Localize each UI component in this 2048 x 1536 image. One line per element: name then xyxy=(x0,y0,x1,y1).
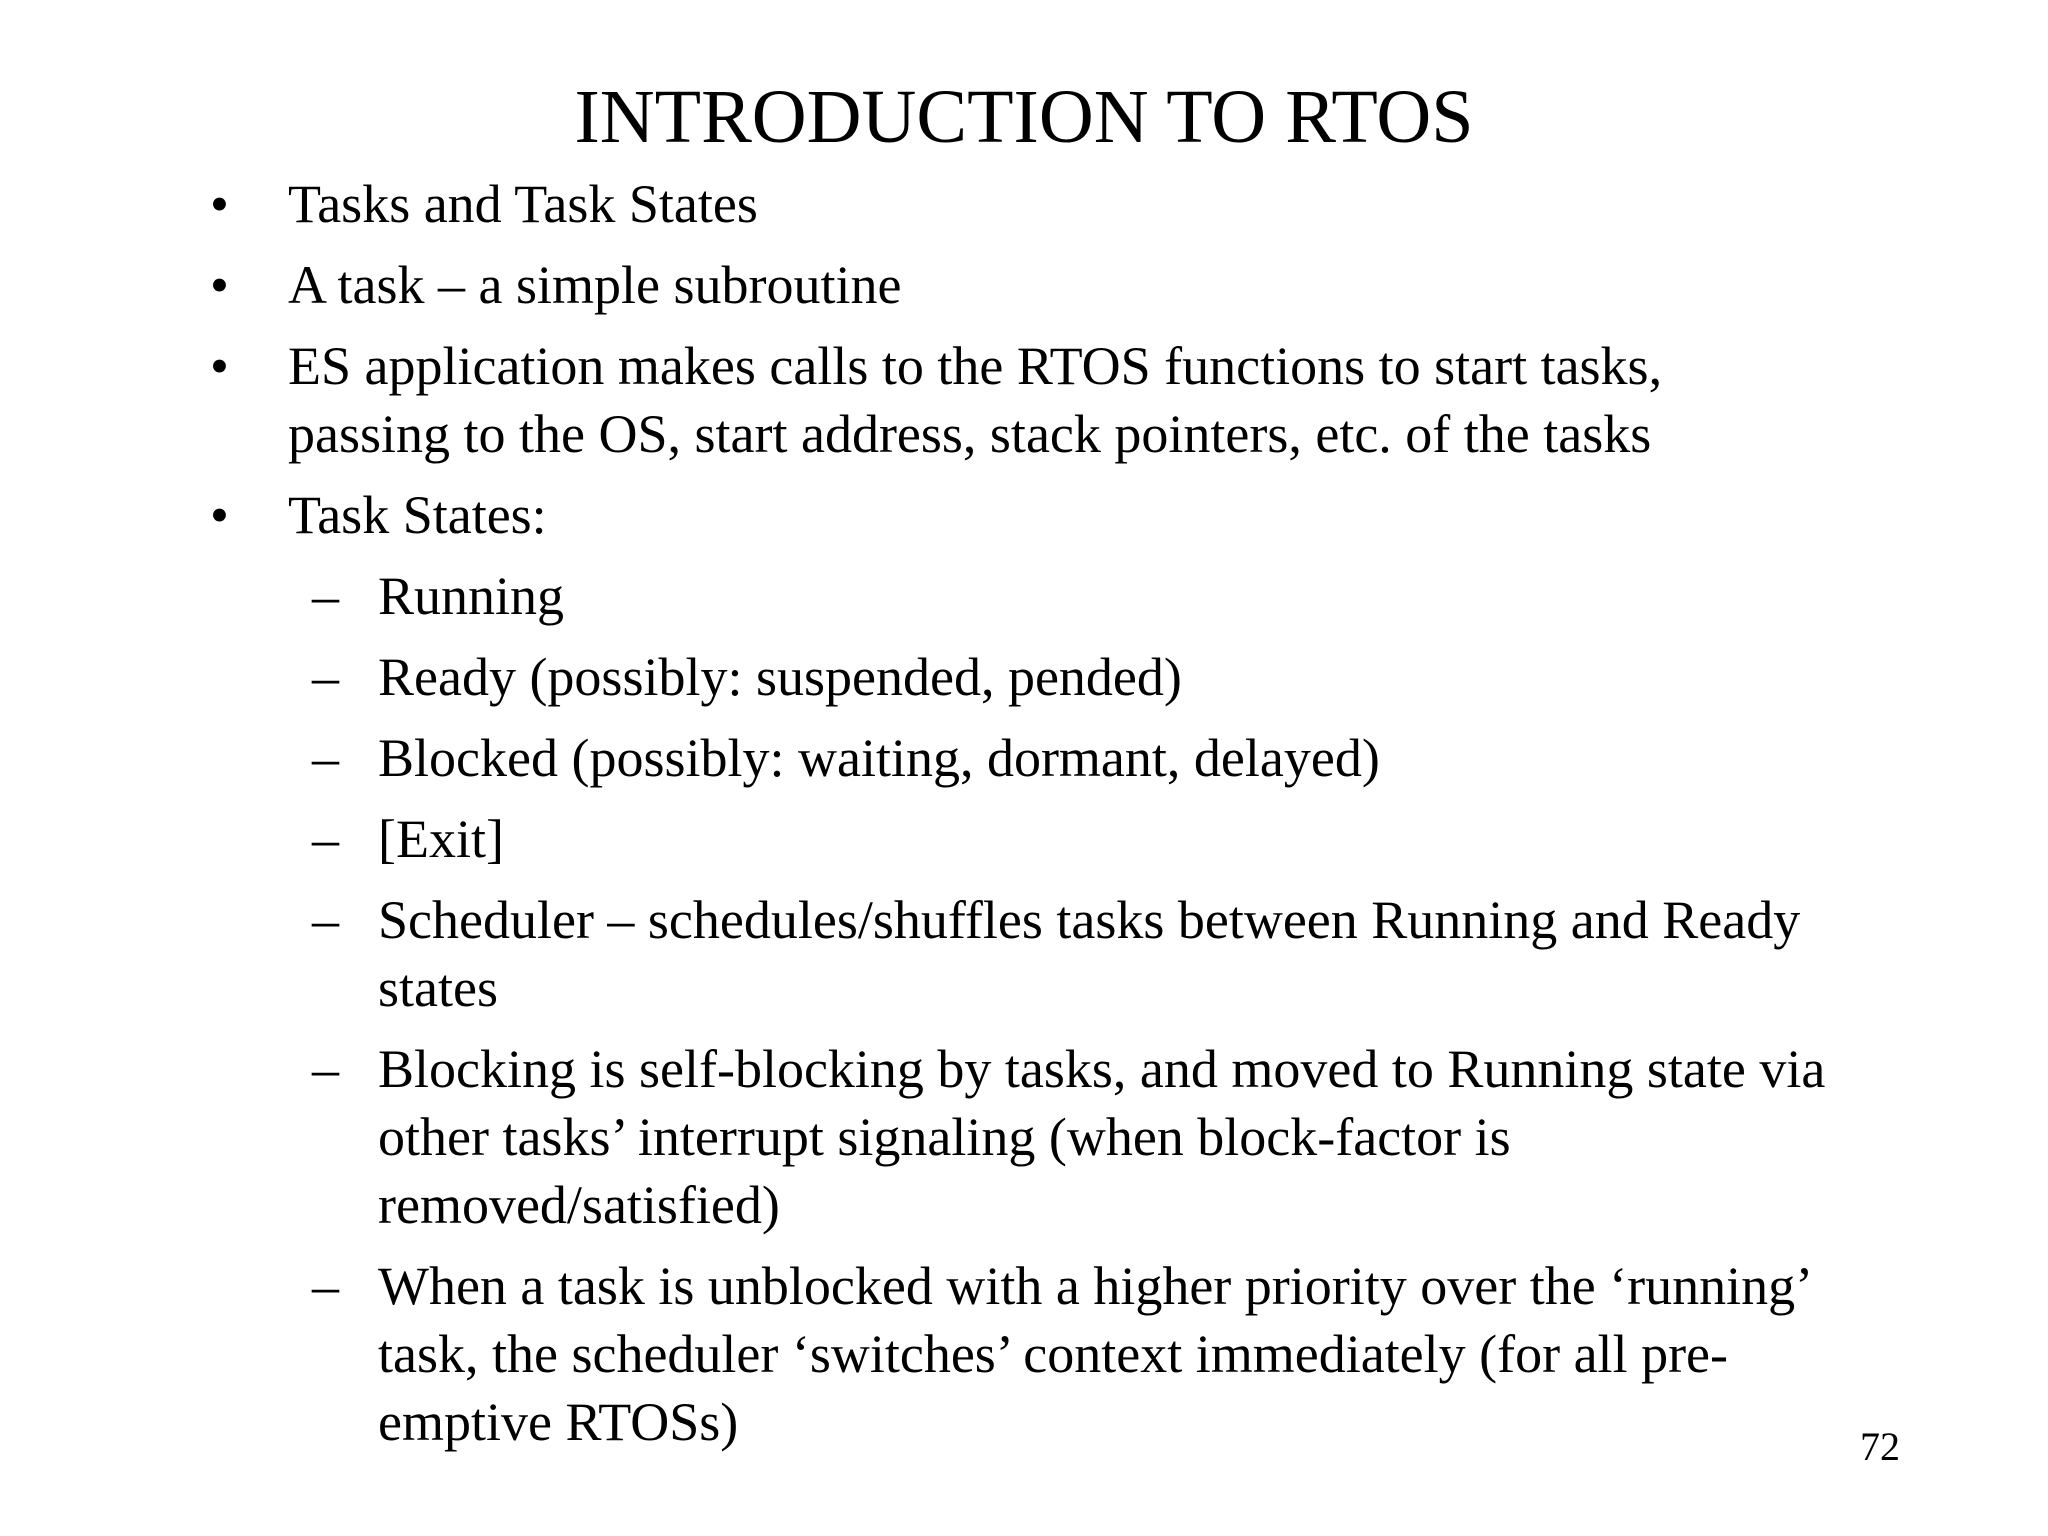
sub-bullet-item xyxy=(0,886,2048,1022)
sub-bullet-item xyxy=(0,724,2048,792)
sub-bullet-text-continued: task, the scheduler ‘switches’ context immediately (for all pre- xyxy=(378,1324,1728,1384)
sub-bullet-item xyxy=(0,643,2048,711)
page-number: 72 xyxy=(1860,1424,1900,1469)
bullet-text-continued: passing to the OS, start address, stack pointers, etc. of the tasks xyxy=(288,404,1652,464)
bullet-marker: • xyxy=(210,174,229,234)
sub-bullet-item xyxy=(0,562,2048,630)
dash-marker: – xyxy=(312,890,339,950)
slide-title: INTRODUCTION TO RTOS xyxy=(574,75,1474,159)
bullet-marker: • xyxy=(210,485,229,545)
sub-bullet-text: Running xyxy=(378,566,565,626)
bullet-text: A task – a simple subroutine xyxy=(288,255,902,315)
sub-bullet-text-continued: removed/satisfied) xyxy=(378,1175,780,1235)
bullet-marker: • xyxy=(210,255,229,315)
sub-bullet-text-continued: emptive RTOSs) xyxy=(378,1392,739,1452)
sub-bullet-item xyxy=(0,1035,2048,1239)
sub-bullet-item xyxy=(0,1252,2048,1456)
bullet-text: Task States: xyxy=(288,485,547,545)
sub-bullet-text: Blocking is self-blocking by tasks, and moved to Running state via xyxy=(378,1039,1826,1099)
dash-marker: – xyxy=(312,566,339,626)
sub-bullet-text-continued: states xyxy=(378,958,498,1018)
dash-marker: – xyxy=(312,1039,339,1099)
sub-bullet-text: [Exit] xyxy=(378,809,504,869)
dash-marker: – xyxy=(312,1256,339,1316)
dash-marker: – xyxy=(312,728,339,788)
sub-bullet-text-continued: other tasks’ interrupt signaling (when block-factor is xyxy=(378,1107,1511,1167)
bullet-list xyxy=(0,170,2048,1469)
bullet-marker: • xyxy=(210,336,229,396)
sub-bullet-text: Blocked (possibly: waiting, dormant, delayed) xyxy=(378,728,1380,788)
bullet-item xyxy=(0,481,2048,549)
sub-bullet-text: When a task is unblocked with a higher priority over the ‘running’ xyxy=(378,1256,1814,1316)
bullet-item xyxy=(0,251,2048,319)
bullet-text: ES application makes calls to the RTOS functions to start tasks, xyxy=(288,336,1663,396)
bullet-item xyxy=(0,170,2048,238)
dash-marker: – xyxy=(312,647,339,707)
sub-bullet-text: Scheduler – schedules/shuffles tasks between Running and Ready xyxy=(378,890,1801,950)
sub-bullet-text: Ready (possibly: suspended, pended) xyxy=(378,647,1182,707)
bullet-text: Tasks and Task States xyxy=(288,174,758,234)
sub-bullet-item xyxy=(0,805,2048,873)
dash-marker: – xyxy=(312,809,339,869)
bullet-item xyxy=(0,332,2048,468)
